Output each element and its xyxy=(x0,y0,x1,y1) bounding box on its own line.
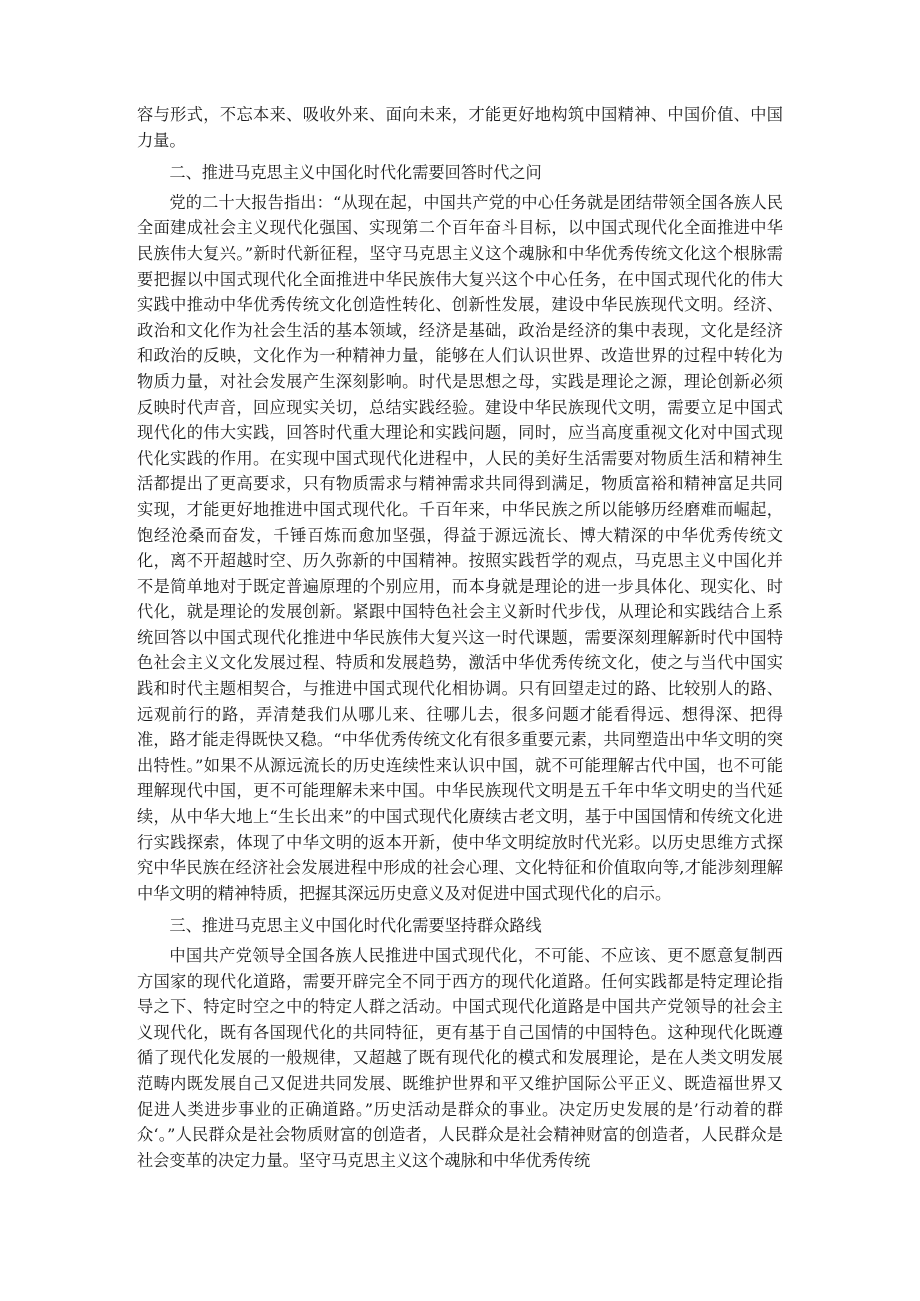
paragraph-continued: 容与形式，不忘本来、吸收外来、面向未来，才能更好地构筑中国精神、中国价值、中国力量。 xyxy=(137,105,783,150)
document-page xyxy=(137,102,783,1173)
section-heading-2: 二、推进马克思主义中国化时代化需要回答时代之问 xyxy=(169,163,542,183)
paragraph-section-3: 中国共产党领导全国各族人民推进中国式现代化，不可能、不应该、更不愿意复制西方国家的现代化道路，需要开辟完全不同于西方的现代化道路。任何实践都是特定理论指导之下、特定时空之中的特定人群之活动。中国式现代化道路是中国共产党领导的社会主义现代化，既有各国现代化的共同特征，更有基于自己国情的中国特色。这种现代化既遵循了现代化发展的一般规律，又超越了既有现代化的模式和发展理论，是在人类文明发展范畴内既发展自己又促进共同发展、既维护世界和平又维护国际公平正义、既造福世界又促进人类进步事业的正确道路。”历史活动是群众的事业。决定历史发展的是’行动着的群众‘。”人民群众是社会物质财富的创造者，人民群众是社会精神财富的创造者，人民群众是社会变革的决定力量。坚守马克思主义这个魂脉和中华优秀传统 xyxy=(137,946,783,1170)
paragraph-section-2: 党的二十大报告指出：“从现在起，中国共产党的中心任务就是团结带领全国各族人民全面建成社会主义现代化强国、实现第二个百年奋斗目标，以中国式现代化全面推进中华民族伟大复兴。”新时代新征程，坚守马克思主义这个魂脉和中华优秀传统文化这个根脉需要把握以中国式现代化全面推进中华民族伟大复兴这个中心任务，在中国式现代化的伟大实践中推动中华优秀传统文化创造性转化、创新性发展，建设中华民族现代文明。经济、政治和文化作为社会生活的基本领域，经济是基础，政治是经济的集中表现，文化是经济和政治的反映，文化作为一种精神力量，能够在人们认识世界、改造世界的过程中转化为物质力量，对社会发展产生深刻影响。时代是思想之母，实践是理论之源，理论创新必须反映时代声音，回应现实关切，总结实践经验。建设中华民族现代文明，需要立足中国式现代化的伟大实践，回答时代重大理论和实践问题，同时，应当高度重视文化对中国式现代化实践的作用。在实现中国式现代化进程中，人民的美好生活需要对物质生活和精神生活都提出了更高要求，只有物质需求与精神需求共同得到满足，物质富裕和精神富足共同实现，才能更好地推进中国式现代化。千百年来，中华民族之所以能够历经磨难而崛起，饱经沧桑而奋发，千锤百炼而愈加坚强，得益于源远流长、博大精深的中华优秀传统文化，离不开超越时空、历久弥新的中国精神。按照实践哲学的观点，马克思主义中国化并不是简单地对于既定普遍原理的个别应用，而本身就是理论的进一步具体化、现实化、时代化，就是理论的发展创新。紧跟中国特色社会主义新时代步伐，从理论和实践结合上系统回答以中国式现代化推进中华民族伟大复兴这一时代课题，需要深刻理解新时代中国特色社会主义文化发展过程、特质和发展趋势，激活中华优秀传统文化，使之与当代中国实践和时代主题相契合，与推进中国式现代化相协调。只有回望走过的路、比较别人的路、远观前行的路，弄清楚我们从哪儿来、往哪儿去，很多问题才能看得远、想得深、把得准，路才能走得既快又稳。“中华优秀传统文化有很多重要元素，共同塑造出中华文明的突出特性。”如果不从源远流长的历史连续性来认识中国，就不可能理解古代中国，也不可能理解现代中国，更不可能理解未来中国。中华民族现代文明是五千年中华文明史的当代延续，从中华大地上“生长出来”的中国式现代化赓续古老文明，基于中国国情和传统文化进行实践探索，体现了中华文明的返本开新，使中华文明绽放时代光彩。以历史思维方式探究中华民族在经济社会发展进程中形成的社会心理、文化特征和价值取向等,才能涉刻理解中华文明的精神特质，把握其深远历史意义及对促进中国式现代化的启示。 xyxy=(137,192,783,903)
section-heading-3: 三、推进马克思主义中国化时代化需要坚持群众路线 xyxy=(169,916,542,936)
